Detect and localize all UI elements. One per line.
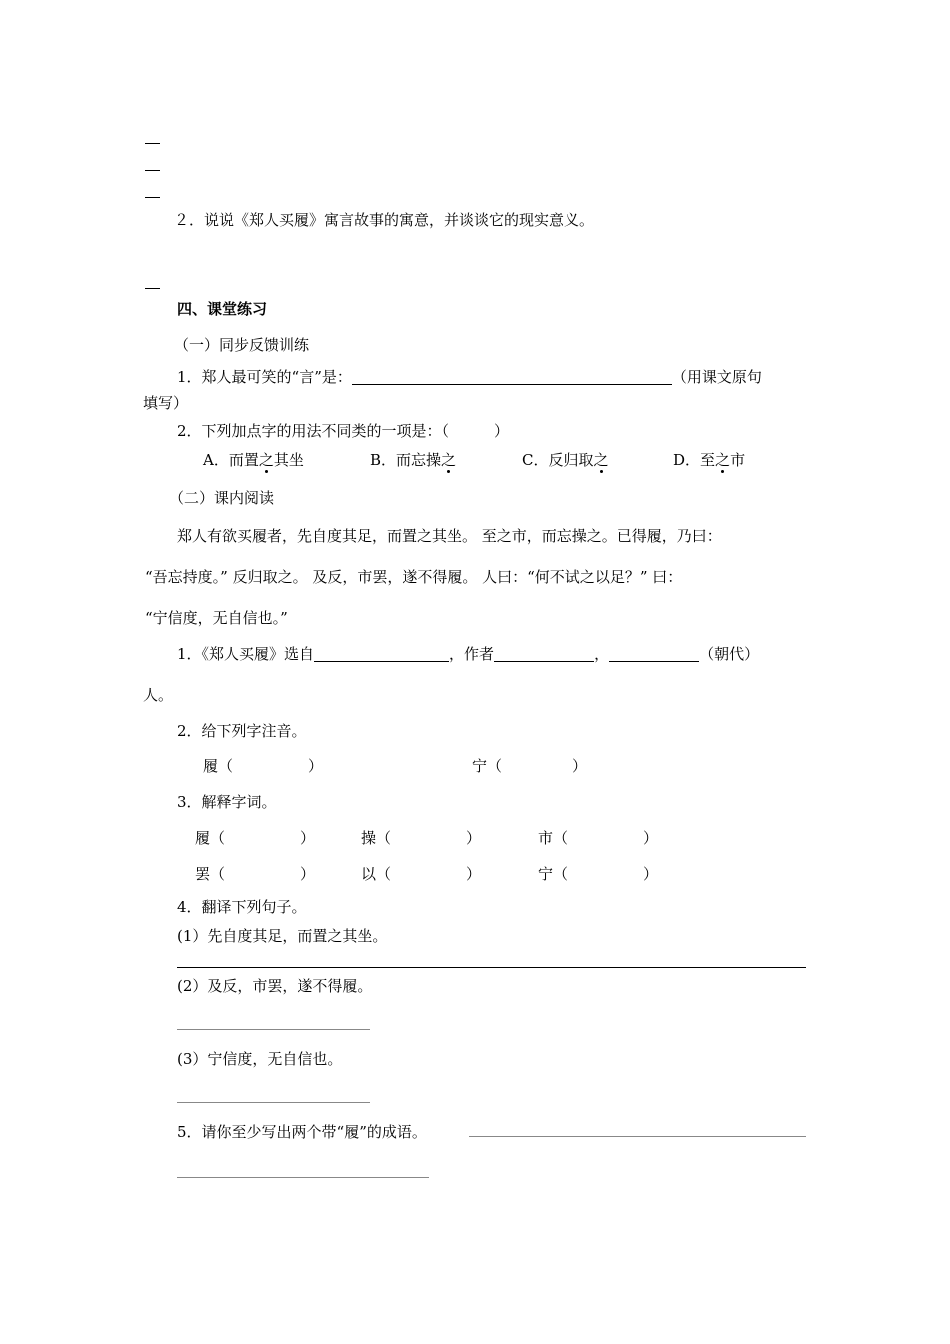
question-1-suffix: （用课文原句: [671, 368, 762, 386]
question-1: [177, 370, 762, 385]
answer-blank[interactable]: [314, 647, 449, 662]
reading-question-1: 1．《郑人买履》选自 ，作者 ， （朝代）: [177, 645, 760, 663]
passage-line: 郑人有欲买履者，先自度其足，而置之其坐。 至之市，而忘操之。已得履，乃曰：: [177, 527, 722, 545]
section-title: 四、课堂练习: [177, 300, 268, 318]
answer-line[interactable]: [469, 1136, 806, 1137]
answer-blank[interactable]: [609, 647, 699, 662]
question-2: 2．下列加点字的用法不同类的一项是：（ ）: [177, 422, 510, 440]
answer-blank[interactable]: [352, 370, 672, 385]
answer-line[interactable]: [177, 1177, 429, 1178]
sentence-3: (3）宁信度，无自信也。: [177, 1050, 343, 1068]
answer-line[interactable]: [177, 1102, 370, 1103]
subsection-title: （二）课内阅读: [169, 489, 275, 507]
answer-line[interactable]: [177, 967, 806, 968]
passage-line: “吾忘持度。” 反归取之。 及反，市罢，遂不得履。 人曰：“何不试之以足？” 曰：: [145, 568, 683, 586]
question-1-text: 1．郑人最可笑的“言”是：: [177, 368, 352, 386]
answer-line[interactable]: [177, 1029, 370, 1030]
word-item: 宁（ ）: [538, 865, 659, 883]
pinyin-item: 宁（ ）: [472, 757, 588, 775]
word-item: 操（ ）: [361, 829, 482, 847]
answer-blank[interactable]: [494, 647, 594, 662]
word-item: 履（ ）: [195, 829, 316, 847]
subsection-title: （一）同步反馈训练: [174, 336, 310, 354]
option-a[interactable]: A．而置之其坐: [203, 451, 304, 469]
blank-line-mark: [145, 197, 160, 198]
sentence-1: (1）先自度其足，而置之其坐。: [177, 927, 388, 945]
option-b[interactable]: B．而忘操之: [370, 451, 457, 469]
blank-line-mark: [145, 288, 160, 289]
reading-question-4: 4．翻译下列句子。: [177, 898, 307, 916]
question-1-wrap: 填写）: [143, 394, 189, 412]
option-c[interactable]: C．反归取之: [522, 451, 609, 469]
pinyin-item: 履（ ）: [203, 757, 324, 775]
question-2-meaning: ２．说说《郑人买履》寓言故事的寓意，并谈谈它的现实意义。: [174, 211, 595, 229]
option-d[interactable]: D．至之市: [673, 451, 746, 469]
blank-line-mark: [145, 143, 160, 144]
sentence-2: (2）及反，市罢，遂不得履。: [177, 977, 373, 995]
blank-line-mark: [145, 170, 160, 171]
word-item: 市（ ）: [538, 829, 659, 847]
reading-question-3: 3．解释字词。: [177, 793, 277, 811]
word-item: 以（ ）: [361, 865, 482, 883]
word-item: 罢（ ）: [195, 865, 316, 883]
reading-question-5: 5．请你至少写出两个带“履”的成语。: [177, 1123, 427, 1141]
reading-question-1-wrap: 人。: [143, 686, 174, 704]
reading-question-2: 2．给下列字注音。: [177, 722, 307, 740]
passage-line: “宁信度，无自信也。”: [145, 609, 288, 627]
